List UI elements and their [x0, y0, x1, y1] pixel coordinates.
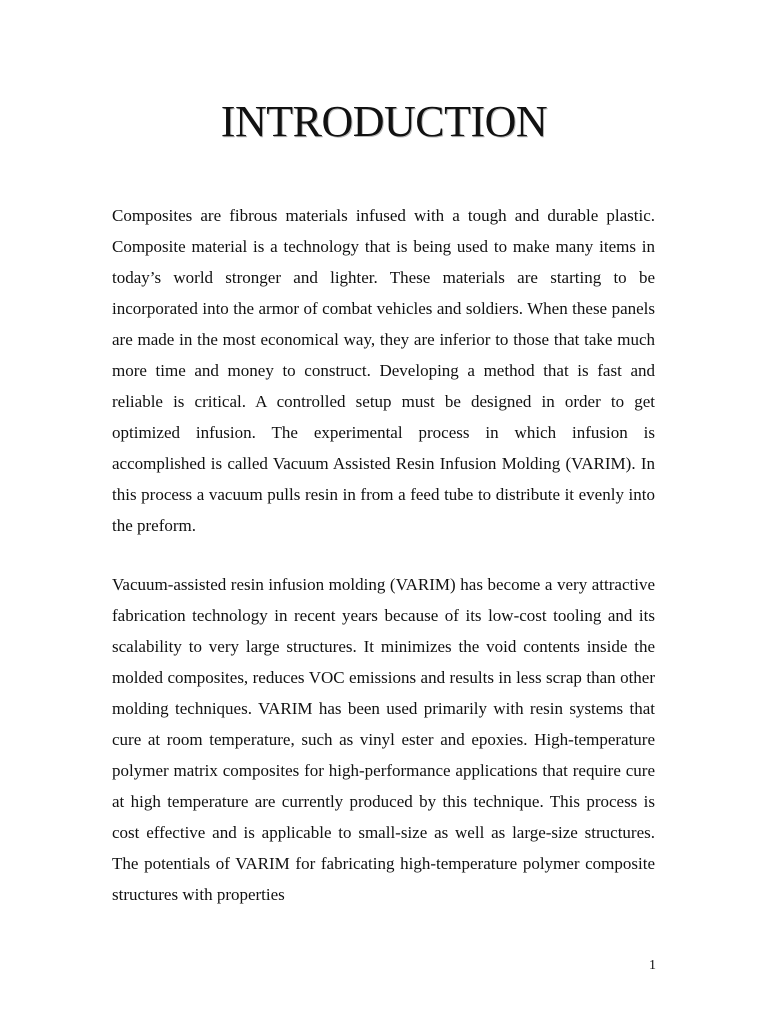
- paragraph-composites-intro: Composites are fibrous materials infused with a tough and durable plastic. Composite material is a technology that is being used to make many items in today’s world stronger and lighter. These materials are starting to be incorporated into the armor of combat vehicles and soldiers. When these panels are made in the most economical way, they are inferior to those that take much more time and money to construct. Developing a method that is fast and reliable is critical. A controlled setup must be designed in order to get optimized infusion. The experimental process in which infusion is accomplished is called Vacuum Assisted Resin Infusion Molding (VARIM). In this process a vacuum pulls resin in from a feed tube to distribute it evenly into the preform.: [112, 206, 655, 535]
- paragraph-varim-overview: Vacuum-assisted resin infusion molding (VARIM) has become a very attractive fabrication technology in recent years because of its low-cost tooling and its scalability to very large structures. It minimizes the void contents inside the molded composites, reduces VOC emissions and results in less scrap than other molding techniques. VARIM has been used primarily with resin systems that cure at room temperature, such as vinyl ester and epoxies. High-temperature polymer matrix composites for high-performance applications that require cure at high temperature are currently produced by this technique. This process is cost effective and is applicable to small-size as well as large-size structures. The potentials of VARIM for fabricating high-temperature polymer composite structures with properties: [112, 575, 655, 904]
- page-title: INTRODUCTION: [220, 97, 548, 146]
- page-number: 1: [649, 958, 656, 973]
